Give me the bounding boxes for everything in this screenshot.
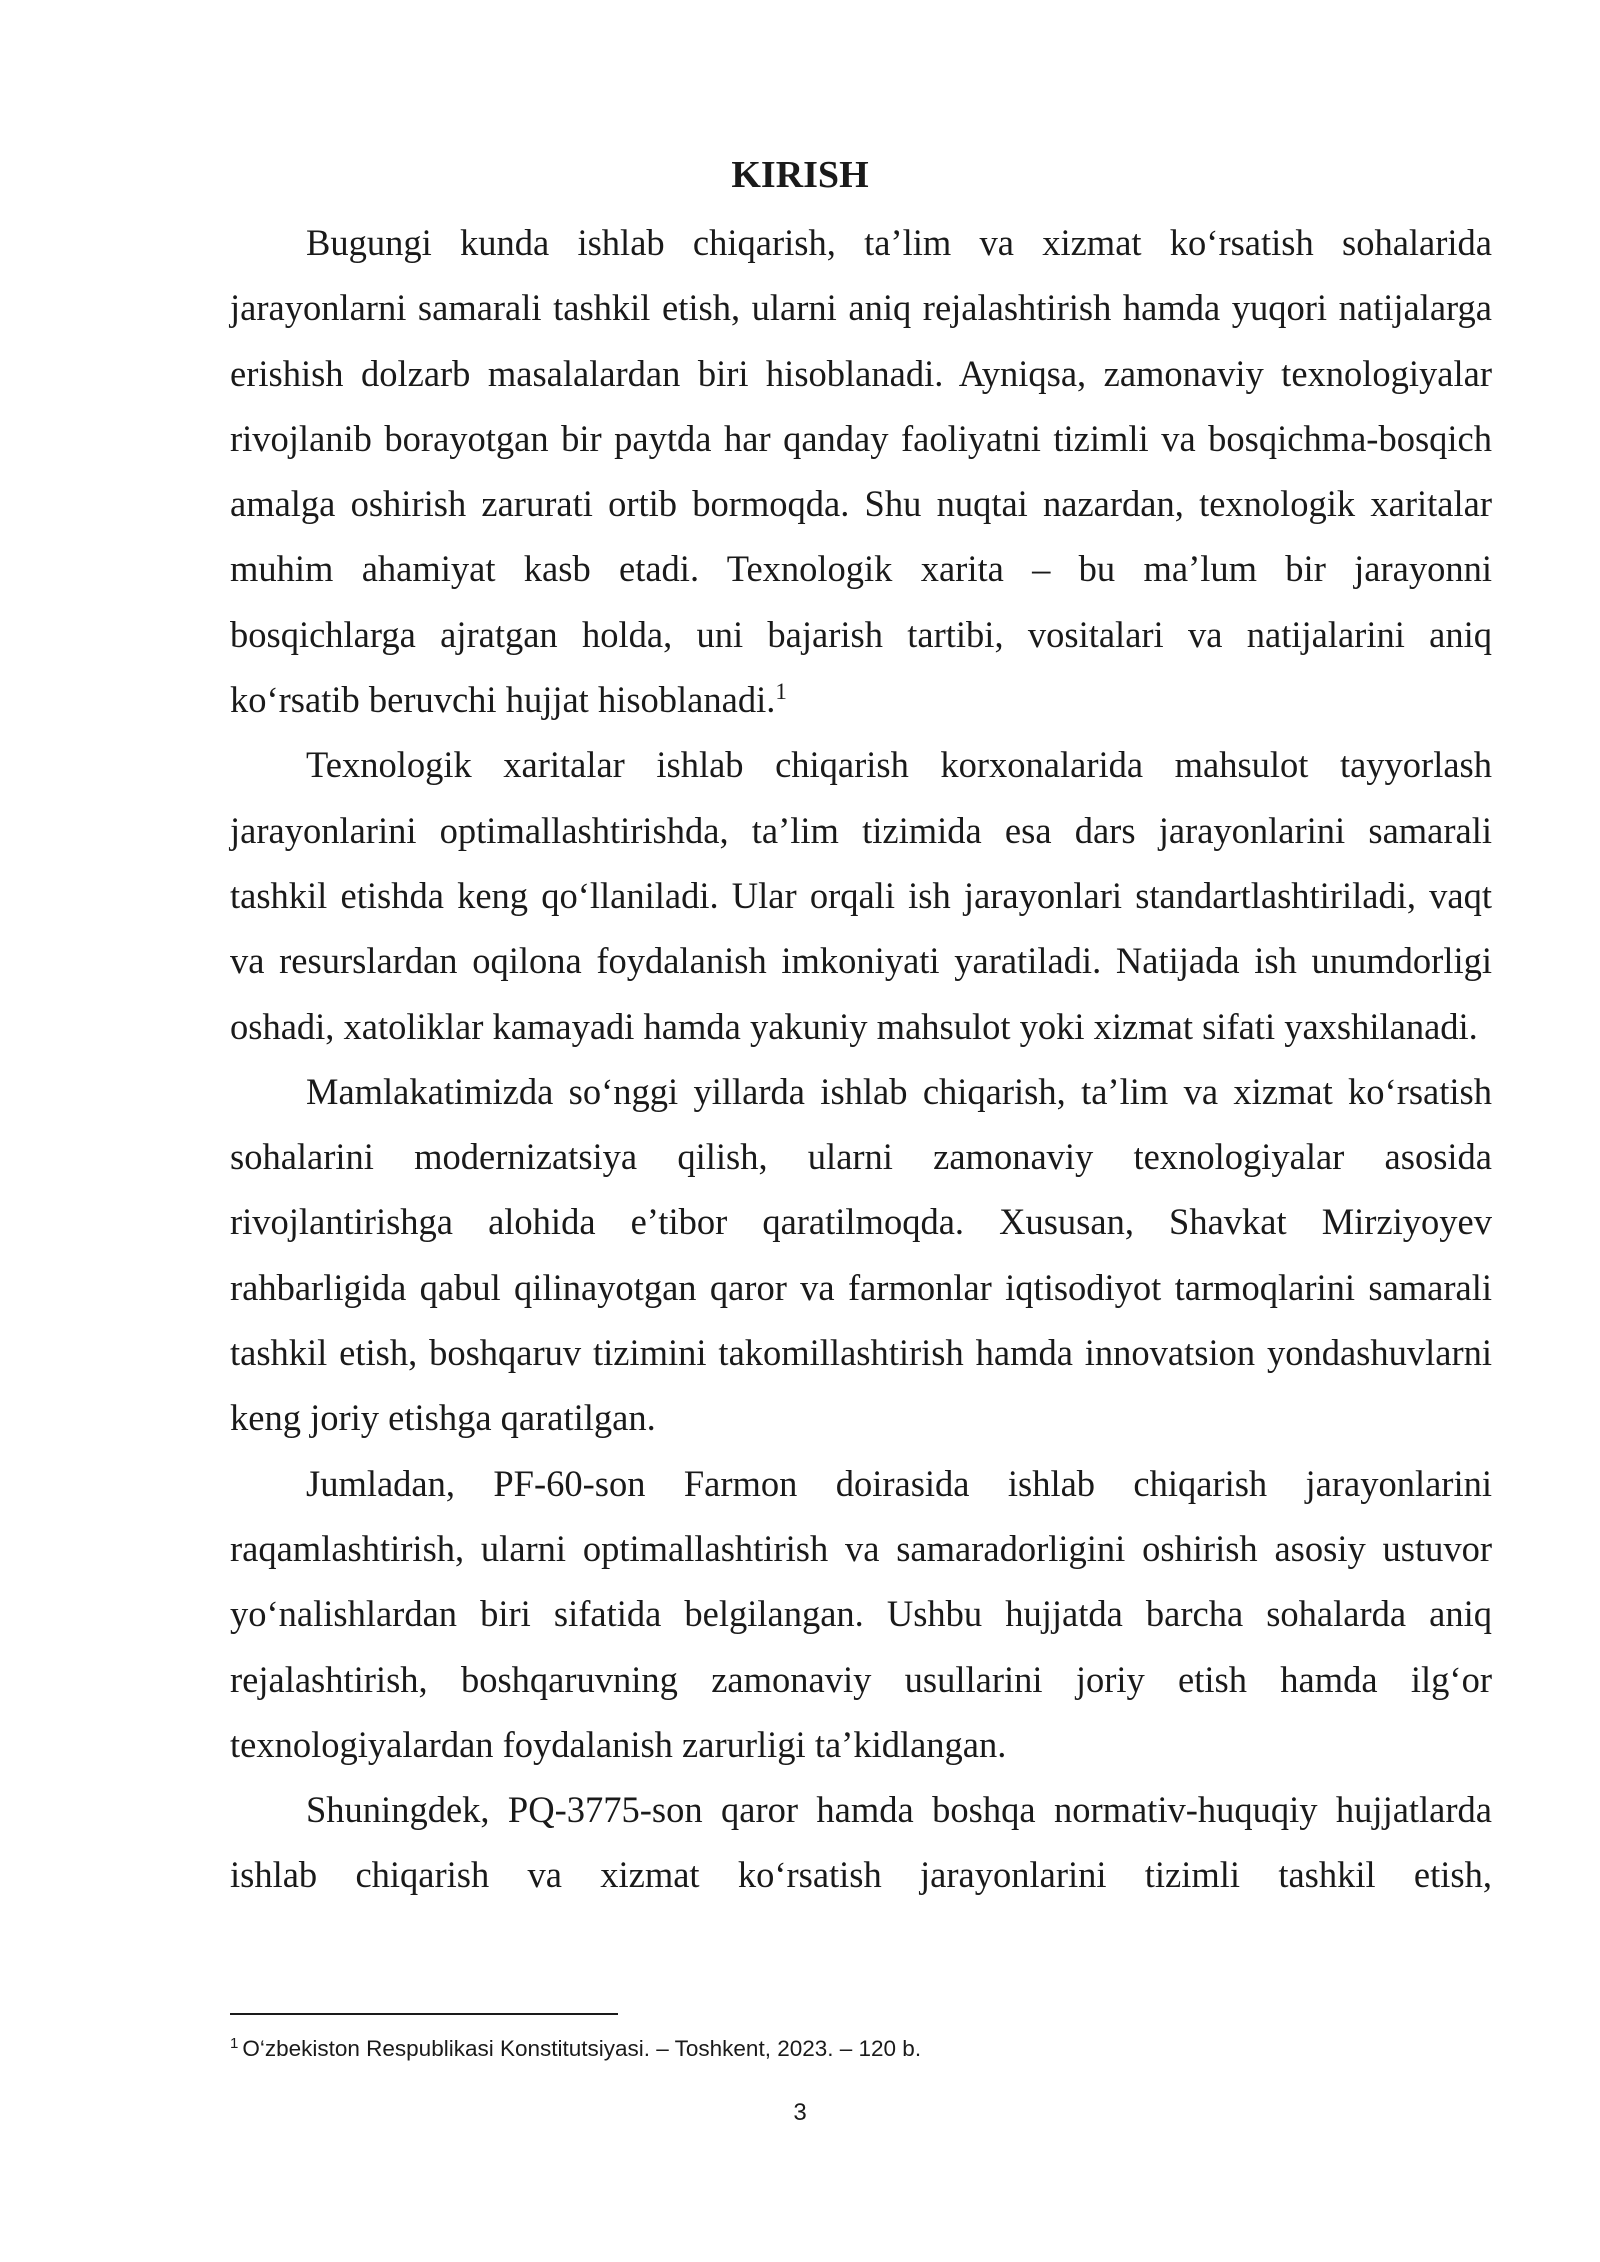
body-text (230, 210, 1492, 1908)
footnote-mark: 1 (230, 2034, 239, 2052)
page-title: KIRISH (731, 154, 869, 196)
footnote (230, 2034, 1492, 2064)
paragraph: Shuningdek, PQ-3775-son qaror hamda boshqa normativ-huquqiy hujjatlarda ishlab chiqarish va xizmat ko‘rsatish jarayonlarini tizimli tashkil etish, (230, 1789, 1492, 1896)
footnote-separator (230, 2013, 618, 2015)
footnote-text: O‘zbekiston Respublikasi Konstitutsiyasi. – Toshkent, 2023. – 120 b. (242, 2036, 922, 2061)
page-number: 3 (793, 2099, 807, 2126)
paragraph: Texnologik xaritalar ishlab chiqarish korxonalarida mahsulot tayyorlash jarayonlarini optimallashtirishda, ta’lim tizimida esa dars jarayonlarini samarali tashkil etishda keng qo‘llaniladi. Ular orqali ish jarayonlari standartlashtiriladi, vaqt va resurslardan oqilona foydalanish imkoniyati yaratiladi. Natijada ish unumdorligi oshadi, xatoliklar kamayadi hamda yakuniy mahsulot yoki xizmat sifati yaxshilanadi. (230, 744, 1492, 1047)
paragraph-text: Bugungi kunda ishlab chiqarish, ta’lim va xizmat ko‘rsatish sohalarida jarayonlarni samarali tashkil etish, ularni aniq rejalashtirish hamda yuqori natijalarga erishish dolzarb masalalardan biri hisoblanadi. Ayniqsa, zamonaviy texnologiyalar rivojlanib borayotgan bir paytda har qanday faoliyatni tizimli va bosqichma-bosqich amalga oshirish zarurati ortib bormoqda. Shu nuqtai nazardan, texnologik xaritalar muhim ahamiyat kasb etadi. Texnologik xarita – bu ma’lum bir jarayonni bosqichlarga ajratgan holda, uni bajarish tartibi, vositalari va natijalarini aniq ko‘rsatib beruvchi hujjat hisoblanadi. (230, 222, 1492, 721)
paragraph: Mamlakatimizda so‘nggi yillarda ishlab chiqarish, ta’lim va xizmat ko‘rsatish sohalarini modernizatsiya qilish, ularni zamonaviy texnologiyalar asosida rivojlantirishga alohida e’tibor qaratilmoqda. Xususan, Shavkat Mirziyoyev rahbarligida qabul qilinayotgan qaror va farmonlar iqtisodiyot tarmoqlarini samarali tashkil etish, boshqaruv tizimini takomillashtirish hamda innovatsion yondashuvlarni keng joriy etishga qaratilgan. (230, 1070, 1492, 1439)
paragraph: Jumladan, PF-60-son Farmon doirasida ishlab chiqarish jarayonlarini raqamlashtirish, ularni optimallashtirish va samaradorligini oshirish asosiy ustuvor yo‘nalishlardan biri sifatida belgilangan. Ushbu hujjatda barcha sohalarda aniq rejalashtirish, boshqaruvning zamonaviy usullarini joriy etish hamda ilg‘or texnologiyalardan foydalanish zarurligi ta’kidlangan. (230, 1462, 1492, 1765)
paragraph (230, 210, 1492, 732)
footnote-reference[interactable]: 1 (775, 678, 787, 704)
